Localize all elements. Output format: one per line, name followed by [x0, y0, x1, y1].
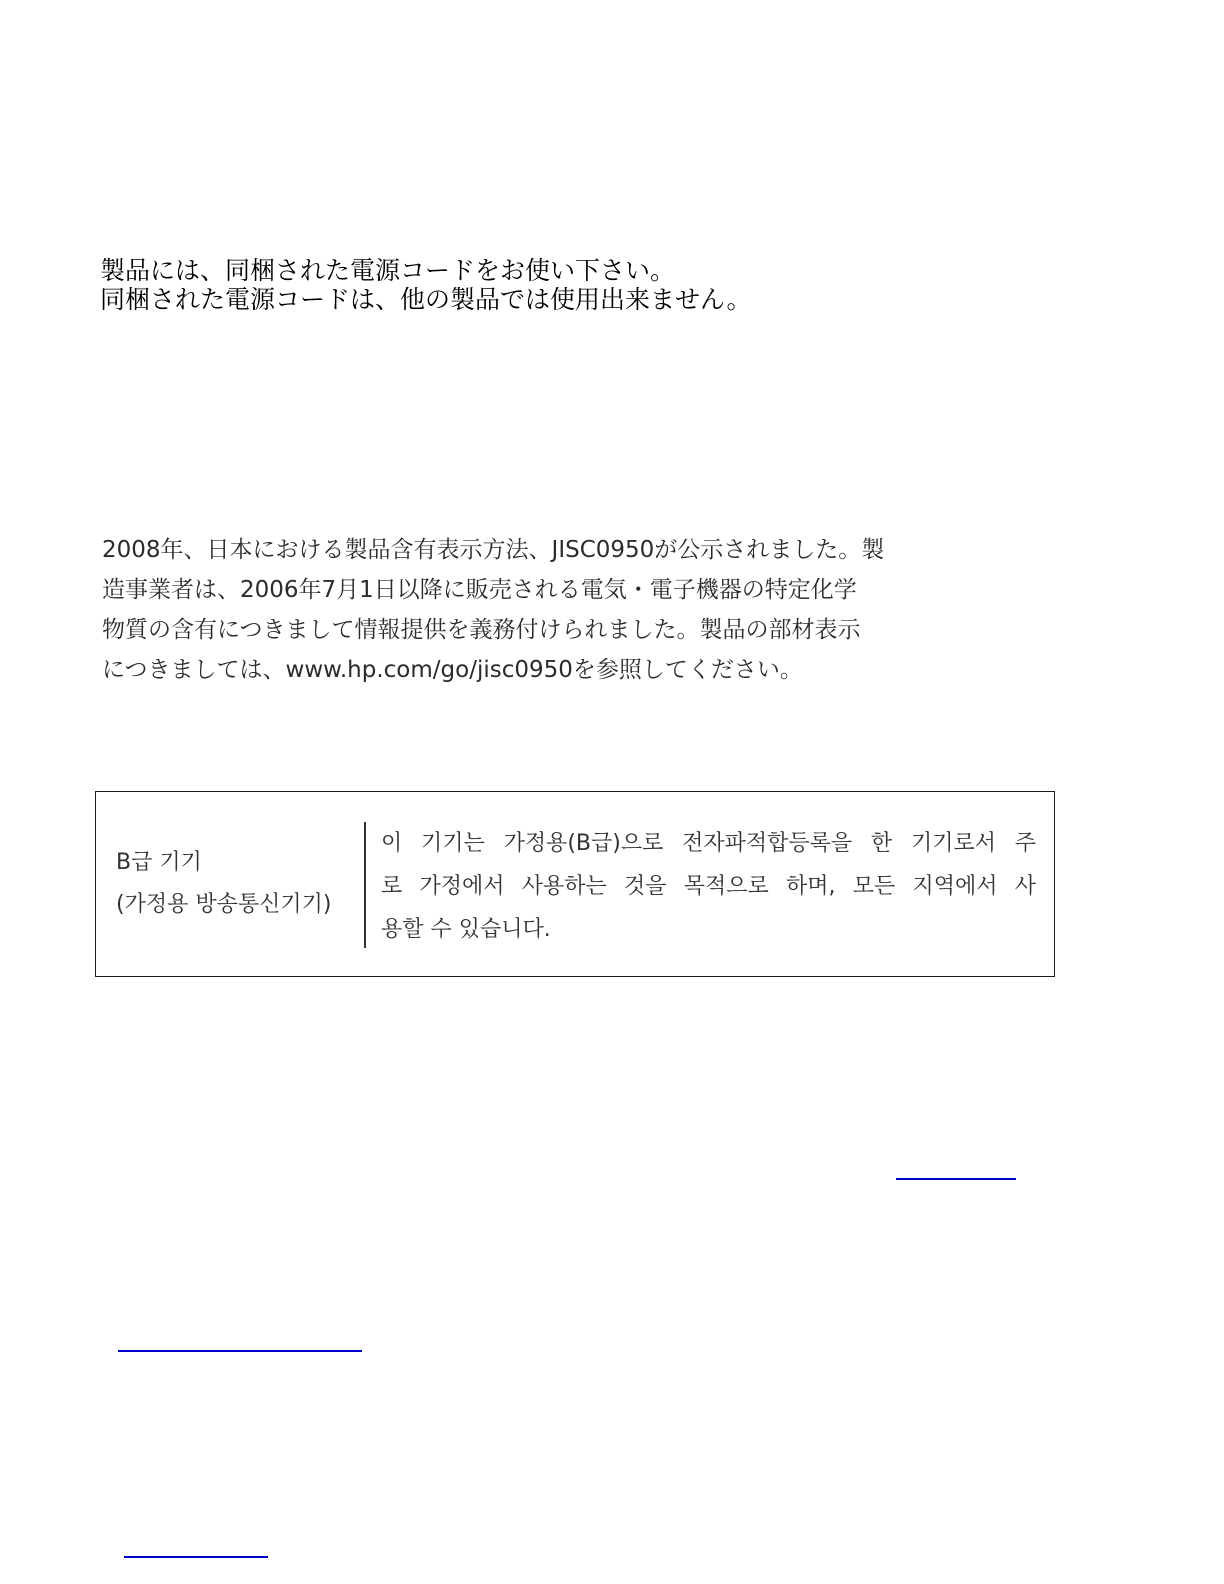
- korea-class-label-line-1: B급 기기: [116, 850, 202, 875]
- korea-description-line-2: 로 가정에서 사용하는 것을 목적으로 하며, 모든 지역에서 사: [381, 874, 1036, 899]
- link-underline-3[interactable]: [124, 1556, 268, 1558]
- korea-box-divider: [364, 822, 366, 948]
- korea-description-line-3: 용할 수 있습니다.: [381, 917, 551, 942]
- material-content-line-4: につきましては、www.hp.com/go/jisc0950を参照してください。: [102, 657, 803, 683]
- link-underline-2[interactable]: [118, 1350, 362, 1352]
- korea-class-label-line-2: (가정용 방송통신기기): [116, 892, 332, 917]
- power-cord-line-2: 同梱された電源コードは、他の製品では使用出来ません。: [100, 285, 752, 314]
- korea-description-line-1: 이 기기는 가정용(B급)으로 전자파적합등록을 한 기기로서 주: [381, 831, 1036, 856]
- japan-material-content-statement: [102, 530, 932, 690]
- power-cord-line-1: 製品には、同梱された電源コードをお使い下さい。: [100, 256, 676, 285]
- material-content-line-1: 2008年、日本における製品含有表示方法、JISC0950が公示されました。製: [102, 537, 885, 563]
- korea-class-label: [116, 842, 331, 926]
- korea-class-description: [381, 822, 1036, 951]
- material-content-line-2: 造事業者は、2006年7月1日以降に販売される電気・電子機器の特定化学: [102, 577, 857, 603]
- link-underline-1[interactable]: [896, 1178, 1016, 1180]
- material-content-line-3: 物質の含有につきまして情報提供を義務付けられました。製品の部材表示: [102, 617, 861, 643]
- korea-class-b-statement-box: [95, 791, 1055, 977]
